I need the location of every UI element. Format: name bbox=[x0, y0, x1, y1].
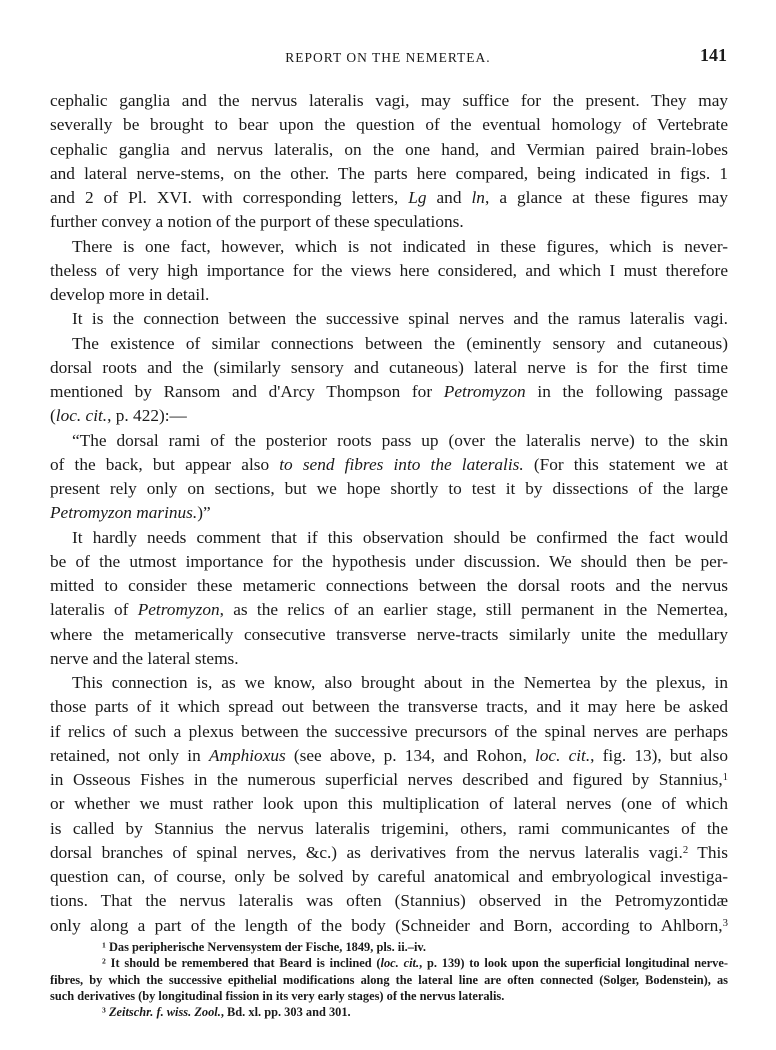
text-line bbox=[50, 792, 728, 816]
italic-text: Petromyzon marinus. bbox=[50, 503, 198, 523]
text-line bbox=[50, 841, 728, 865]
italic-text: ln bbox=[471, 188, 485, 207]
text-run: if relics of such a plexus between the successive precursors of the spinal nerves are perhaps bbox=[50, 721, 728, 741]
text-run: )” bbox=[197, 503, 211, 523]
footnote-marker: 2 bbox=[102, 956, 106, 966]
text-line bbox=[50, 988, 728, 1004]
text-run: only along a part of the length of the body (Schneider and Born, according to Ahlborn, bbox=[50, 915, 723, 935]
text-line bbox=[50, 356, 728, 380]
text-run: It hardly needs comment that if this observation should be confirmed the fact would bbox=[72, 527, 728, 547]
text-line bbox=[50, 210, 728, 234]
footnote bbox=[50, 939, 728, 955]
italic-text: Petromyzon bbox=[443, 382, 526, 401]
footnote-marker: 2 bbox=[682, 843, 689, 856]
footnote-marker: 1 bbox=[722, 771, 728, 784]
text-run: lateralis of bbox=[50, 600, 138, 620]
text-line bbox=[50, 307, 728, 331]
text-line bbox=[50, 574, 728, 598]
text-run: in Osseous Fishes in the numerous superficial nerves described and figured by Stannius, bbox=[50, 770, 723, 789]
footnote-marker: 3 bbox=[722, 916, 728, 929]
text-run: mitted to consider these metameric connections between the dorsal roots and the nervus bbox=[50, 576, 728, 595]
italic-text: Lg bbox=[408, 188, 427, 207]
italic-text: loc. cit. bbox=[55, 406, 108, 426]
text-run: ( bbox=[50, 406, 56, 426]
footnote bbox=[50, 955, 728, 1004]
text-line bbox=[50, 647, 728, 671]
text-line bbox=[50, 955, 728, 971]
text-run: is called by Stannius the nervus lateralis trigemini, others, rami communicantes of the bbox=[50, 818, 728, 838]
text-run: It should be remembered that Beard is inclined ( bbox=[105, 956, 381, 971]
text-run: cephalic ganglia and nervus lateralis, on the one hand, and Vermian paired brain-lobes bbox=[50, 139, 728, 159]
text-run: nerve and the lateral stems. bbox=[50, 648, 239, 668]
text-run: tions. That the nervus lateralis was often (Stannius) observed in the Petromyzontidæ bbox=[50, 891, 728, 911]
text-run: develop more in detail. bbox=[50, 285, 210, 304]
paragraph bbox=[50, 307, 728, 331]
text-line bbox=[50, 283, 728, 307]
text-line bbox=[50, 453, 728, 477]
text-line bbox=[50, 138, 728, 162]
text-run: question can, of course, only be solved by careful anatomical and embryological investiga- bbox=[50, 867, 728, 886]
text-line bbox=[50, 865, 728, 889]
text-line bbox=[50, 939, 728, 955]
text-run: present rely only on sections, but we hope shortly to test it by dissections of the large bbox=[50, 479, 728, 498]
text-line bbox=[50, 162, 728, 186]
text-line bbox=[50, 186, 728, 210]
text-run: those parts of it which spread out between the transverse tracts, and it may here be asked bbox=[50, 697, 728, 717]
text-run: , p. 139) to look upon the superficial longitudinal nerve- bbox=[419, 956, 728, 971]
footnote-marker: 3 bbox=[102, 1005, 106, 1015]
text-run: and 2 of Pl. XVI. with corresponding letters, bbox=[50, 188, 409, 207]
page-number: 141 bbox=[700, 45, 727, 65]
italic-text: loc. cit. bbox=[534, 745, 591, 765]
text-run: , Bd. xl. pp. 303 and 301. bbox=[220, 1005, 351, 1020]
paragraph bbox=[50, 526, 728, 672]
text-line bbox=[50, 332, 728, 356]
text-line bbox=[50, 501, 728, 525]
text-line bbox=[50, 889, 728, 913]
text-line bbox=[50, 817, 728, 841]
text-run: , a glance at these figures may bbox=[484, 188, 728, 207]
text-run: and lateral nerve-stems, on the other. The parts here compared, being indicated in figs. 1 bbox=[50, 163, 728, 183]
text-line bbox=[50, 1004, 728, 1020]
text-run: in the following passage bbox=[525, 382, 728, 401]
text-run: mentioned by Ransom and d'Arcy Thompson for bbox=[50, 382, 444, 401]
italic-text: Petromyzon bbox=[137, 600, 220, 620]
text-run: Das peripherische Nervensystem der Fische, 1849, pls. ii.–iv. bbox=[105, 940, 427, 954]
text-line bbox=[50, 235, 728, 259]
text-line bbox=[50, 720, 728, 744]
paragraph bbox=[50, 332, 728, 429]
text-line bbox=[50, 380, 728, 404]
italic-text: loc. cit. bbox=[380, 956, 420, 971]
italic-text: Amphioxus bbox=[208, 745, 286, 765]
text-run: There is one fact, however, which is not indicated in these figures, which is never- bbox=[72, 236, 728, 256]
paragraph bbox=[50, 429, 728, 526]
italic-text: Zeitschr. f. wiss. Zool. bbox=[108, 1005, 221, 1020]
footnotes bbox=[50, 939, 728, 1020]
text-run: It is the connection between the successive spinal nerves and the ramus lateralis vagi. bbox=[72, 309, 728, 329]
italic-text: to send fibres into the lateralis. bbox=[279, 454, 524, 474]
text-run: fibres, by which the successive epithelial modifications along the lateral line are often connected (Solger, Bodenstein), as bbox=[50, 972, 728, 987]
text-line bbox=[50, 404, 728, 428]
text-line bbox=[50, 972, 728, 988]
text-line bbox=[50, 550, 728, 574]
text-run: , fig. 13), but also bbox=[590, 745, 728, 765]
running-title: REPORT ON THE NEMERTEA. bbox=[285, 50, 491, 65]
text-run: where the metamerically consecutive transverse nerve-tracts similarly unite the medullary bbox=[50, 624, 728, 644]
text-run: theless of very high importance for the views here considered, and which I must therefore bbox=[50, 260, 728, 280]
text-run: dorsal branches of spinal nerves, &c.) as derivatives from the nervus lateralis vagi. bbox=[50, 842, 683, 862]
text-line bbox=[50, 477, 728, 501]
text-run: The existence of similar connections between the (eminently sensory and cutaneous) bbox=[72, 333, 728, 353]
text-line bbox=[50, 259, 728, 283]
paragraph bbox=[50, 671, 728, 938]
text-run: , as the relics of an earlier stage, still permanent in the Nemertea, bbox=[219, 600, 728, 620]
text-line bbox=[50, 671, 728, 695]
text-run: This connection is, as we know, also brought about in the Nemertea by the plexus, in bbox=[72, 673, 728, 692]
text-line bbox=[50, 768, 728, 792]
text-run: severally be brought to bear upon the question of the eventual homology of Vertebrate bbox=[50, 115, 728, 135]
text-run: cephalic ganglia and the nervus lateralis vagi, may suffice for the present. They may bbox=[50, 91, 728, 110]
text-run: further convey a notion of the purport of these speculations. bbox=[50, 212, 464, 232]
text-line bbox=[50, 429, 728, 453]
text-run: , p. 422):— bbox=[107, 406, 187, 426]
footnote bbox=[50, 1004, 728, 1020]
text-line bbox=[50, 695, 728, 719]
text-run: be of the utmost importance for the hypothesis under discussion. We should then be per- bbox=[50, 551, 728, 571]
text-line bbox=[50, 89, 728, 113]
text-run: (see above, p. 134, and Rohon, bbox=[285, 745, 535, 765]
text-run: such derivatives (by longitudinal fission in its very early stages) of the nervus lateralis. bbox=[50, 988, 505, 1003]
text-run: (For this statement we at bbox=[523, 454, 728, 474]
paragraph bbox=[50, 235, 728, 308]
text-line bbox=[50, 744, 728, 768]
text-line bbox=[50, 914, 728, 938]
footnote-marker: 1 bbox=[102, 940, 106, 950]
text-run: retained, not only in bbox=[50, 745, 209, 765]
text-line bbox=[50, 526, 728, 550]
text-line bbox=[50, 623, 728, 647]
text-run: and bbox=[426, 188, 472, 207]
body-text bbox=[50, 89, 728, 938]
text-run: of the back, but appear also bbox=[50, 454, 280, 474]
text-run: dorsal roots and the (similarly sensory and cutaneous) lateral nerve is for the first time bbox=[50, 357, 728, 377]
text-run: “The dorsal rami of the posterior roots pass up (over the lateralis nerve) to the skin bbox=[72, 430, 728, 450]
paragraph bbox=[50, 89, 728, 235]
text-line bbox=[50, 113, 728, 137]
text-run: This bbox=[688, 842, 729, 862]
text-line bbox=[50, 598, 728, 622]
text-run: or whether we must rather look upon this multiplication of lateral nerves (one of which bbox=[50, 794, 728, 814]
